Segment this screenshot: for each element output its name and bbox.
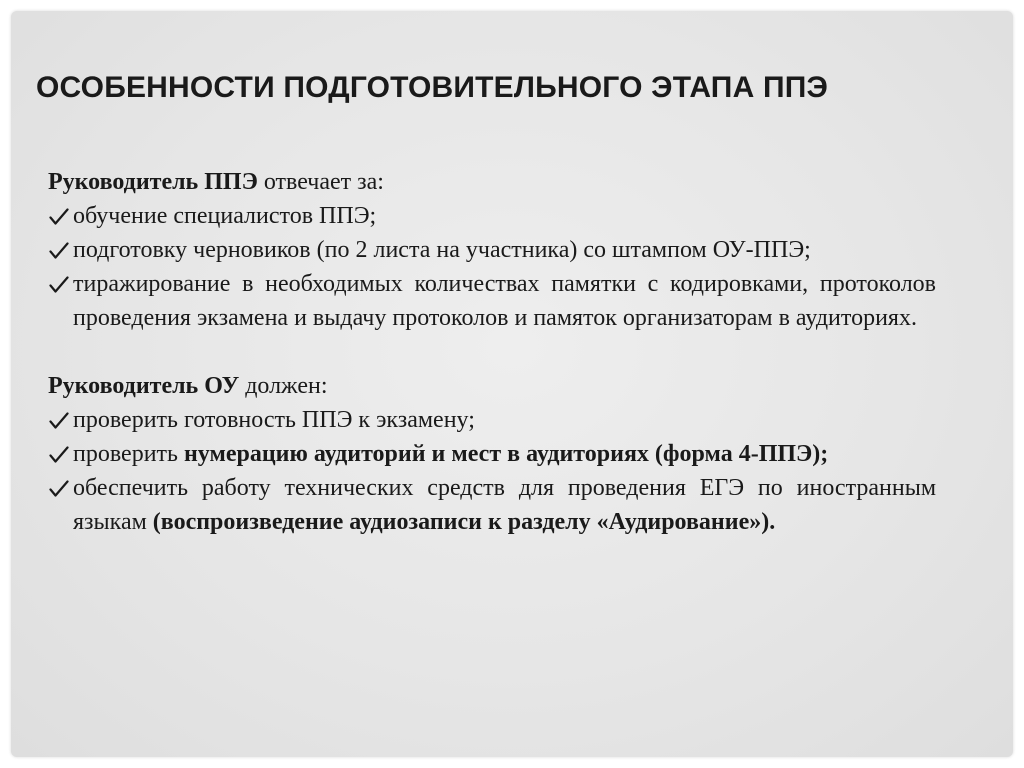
list-item-bold-text: (воспроизведение аудиозаписи к разделу «Аудирование»). — [152, 509, 776, 535]
section-spacer — [48, 335, 936, 369]
section-heading-bold: Руководитель ППЭ — [48, 169, 258, 195]
list-item — [48, 403, 936, 437]
list-item-bold-text: нумерацию аудиторий и мест в аудиториях (форма 4-ППЭ); — [183, 441, 829, 467]
section-heading-rest: отвечает за: — [257, 169, 384, 195]
checkmark-icon — [48, 437, 70, 471]
ppe-head-responsibilities-list — [48, 199, 936, 335]
list-item-text: обучение специалистов ППЭ; — [73, 203, 377, 229]
section-heading-rest: должен: — [239, 373, 328, 399]
checkmark-icon — [48, 471, 70, 505]
list-item — [48, 471, 936, 539]
list-item-text: проверить — [73, 441, 184, 467]
list-item — [48, 233, 936, 267]
checkmark-icon — [48, 403, 70, 437]
section-heading-school-head — [48, 369, 936, 403]
list-item-text: проверить готовность ППЭ к экзамену; — [73, 407, 475, 433]
list-item — [48, 267, 936, 335]
section-heading-ppe-head — [48, 165, 936, 199]
slide-content — [48, 165, 936, 539]
list-item — [48, 437, 936, 471]
list-item-text: обеспечить работу технических средств для проведения ЕГЭ по иностранным языкам — [73, 475, 936, 535]
school-head-duties-list — [48, 403, 936, 539]
slide — [11, 11, 1013, 757]
list-item — [48, 199, 936, 233]
slide-title: ОСОБЕННОСТИ ПОДГОТОВИТЕЛЬНОГО ЭТАПА ППЭ — [36, 71, 829, 104]
checkmark-icon — [48, 199, 70, 233]
list-item-text: тиражирование в необходимых количествах памятки с кодировками, протоколов проведения экзамена и выдачу протоколов и памяток организаторам в аудиториях. — [73, 271, 936, 331]
section-heading-bold: Руководитель ОУ — [48, 373, 240, 399]
checkmark-icon — [48, 267, 70, 301]
list-item-text: подготовку черновиков (по 2 листа на участника) со штампом ОУ-ППЭ; — [73, 237, 811, 263]
checkmark-icon — [48, 233, 70, 267]
